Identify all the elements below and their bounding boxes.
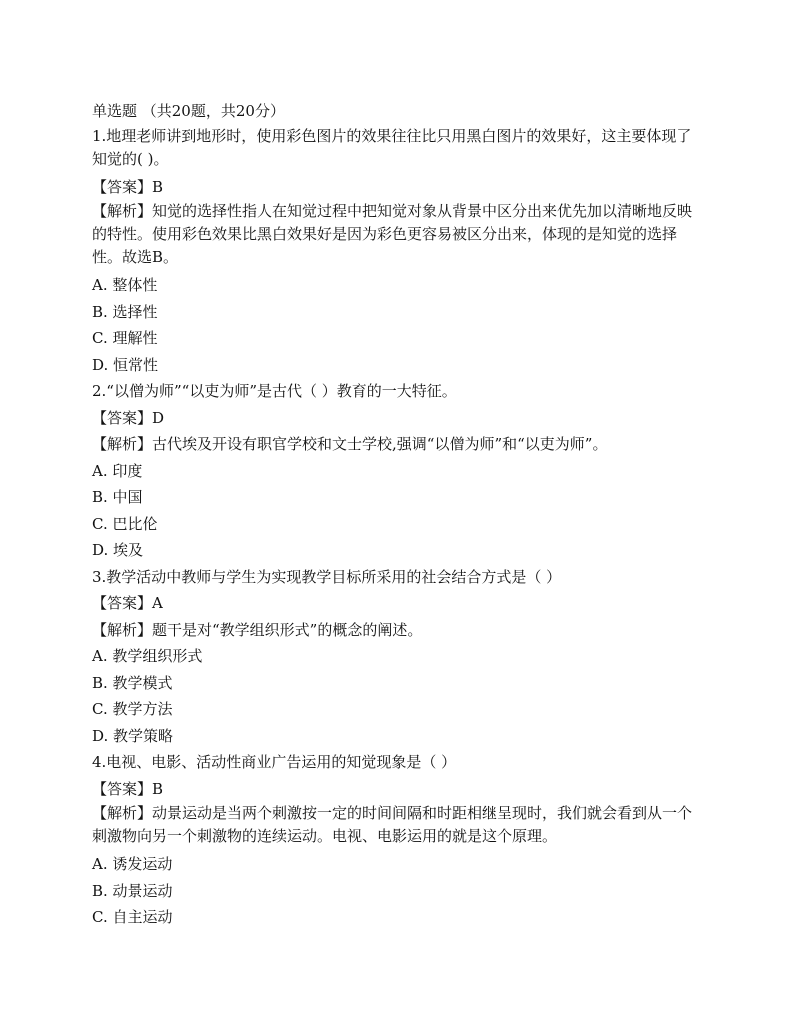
question-3-analysis: 【解析】题干是对“教学组织形式”的概念的阐述。 bbox=[92, 620, 423, 639]
question-3-option-a: A. 教学组织形式 bbox=[92, 647, 203, 665]
question-4-option-c: C. 自主运动 bbox=[92, 908, 173, 926]
question-2-answer: 【答案】D bbox=[92, 408, 165, 427]
question-1-option-b: B. 选择性 bbox=[92, 302, 158, 321]
question-2-option-b: B. 中国 bbox=[92, 488, 143, 506]
question-2-option-d: D. 埃及 bbox=[92, 541, 144, 559]
question-1-analysis: 【解析】知觉的选择性指人在知觉过程中把知觉对象从背景中区分出来优先加以清晰地反映的特性。使用彩色效果比黑白效果好是因为彩色更容易被区分出来，体现的是知觉的选择性。故选B。 bbox=[92, 202, 693, 266]
question-2-analysis: 【解析】古代埃及开设有职官学校和文士学校,强调“以僧为师”和“以吏为师”。 bbox=[92, 435, 608, 453]
question-1-stem: 1.地理老师讲到地形时，使用彩色图片的效果往往比只用黑白图片的效果好，这主要体现了知觉的( )。 bbox=[92, 126, 692, 168]
question-3-option-d: D. 教学策略 bbox=[92, 726, 174, 745]
question-4-stem: 4.电视、电影、活动性商业广告运用的知觉现象是（ ） bbox=[92, 753, 457, 771]
question-4-analysis: 【解析】动景运动是当两个刺激按一定的时间间隔和时距相继呈现时，我们就会看到从一个刺激物向另一个刺激物的连续运动。电视、电影运用的就是这个原理。 bbox=[92, 804, 693, 845]
question-4-answer: 【答案】B bbox=[92, 779, 164, 798]
document-page bbox=[92, 98, 704, 931]
question-2-option-a: A. 印度 bbox=[92, 461, 143, 480]
question-1-option-d: D. 恒常性 bbox=[92, 355, 159, 374]
question-3-stem: 3.教学活动中教师与学生为实现教学目标所采用的社会结合方式是（ ） bbox=[92, 567, 562, 586]
question-3-option-b: B. 教学模式 bbox=[92, 673, 173, 692]
question-3-option-c: C. 教学方法 bbox=[92, 700, 173, 718]
question-1-option-c: C. 理解性 bbox=[92, 329, 158, 347]
question-3-answer: 【答案】A bbox=[92, 594, 163, 612]
question-4-option-b: B. 动景运动 bbox=[92, 881, 173, 900]
question-4-option-a: A. 诱发运动 bbox=[92, 855, 173, 873]
question-1-option-a: A. 整体性 bbox=[92, 276, 158, 294]
question-2-stem: 2.“以僧为师”“以吏为师”是古代（ ）教育的一大特征。 bbox=[92, 382, 457, 400]
question-2-option-c: C. 巴比伦 bbox=[92, 514, 158, 533]
question-1-answer: 【答案】B bbox=[92, 177, 164, 196]
section-title: 单选题 （共20题，共20分） bbox=[92, 102, 285, 120]
